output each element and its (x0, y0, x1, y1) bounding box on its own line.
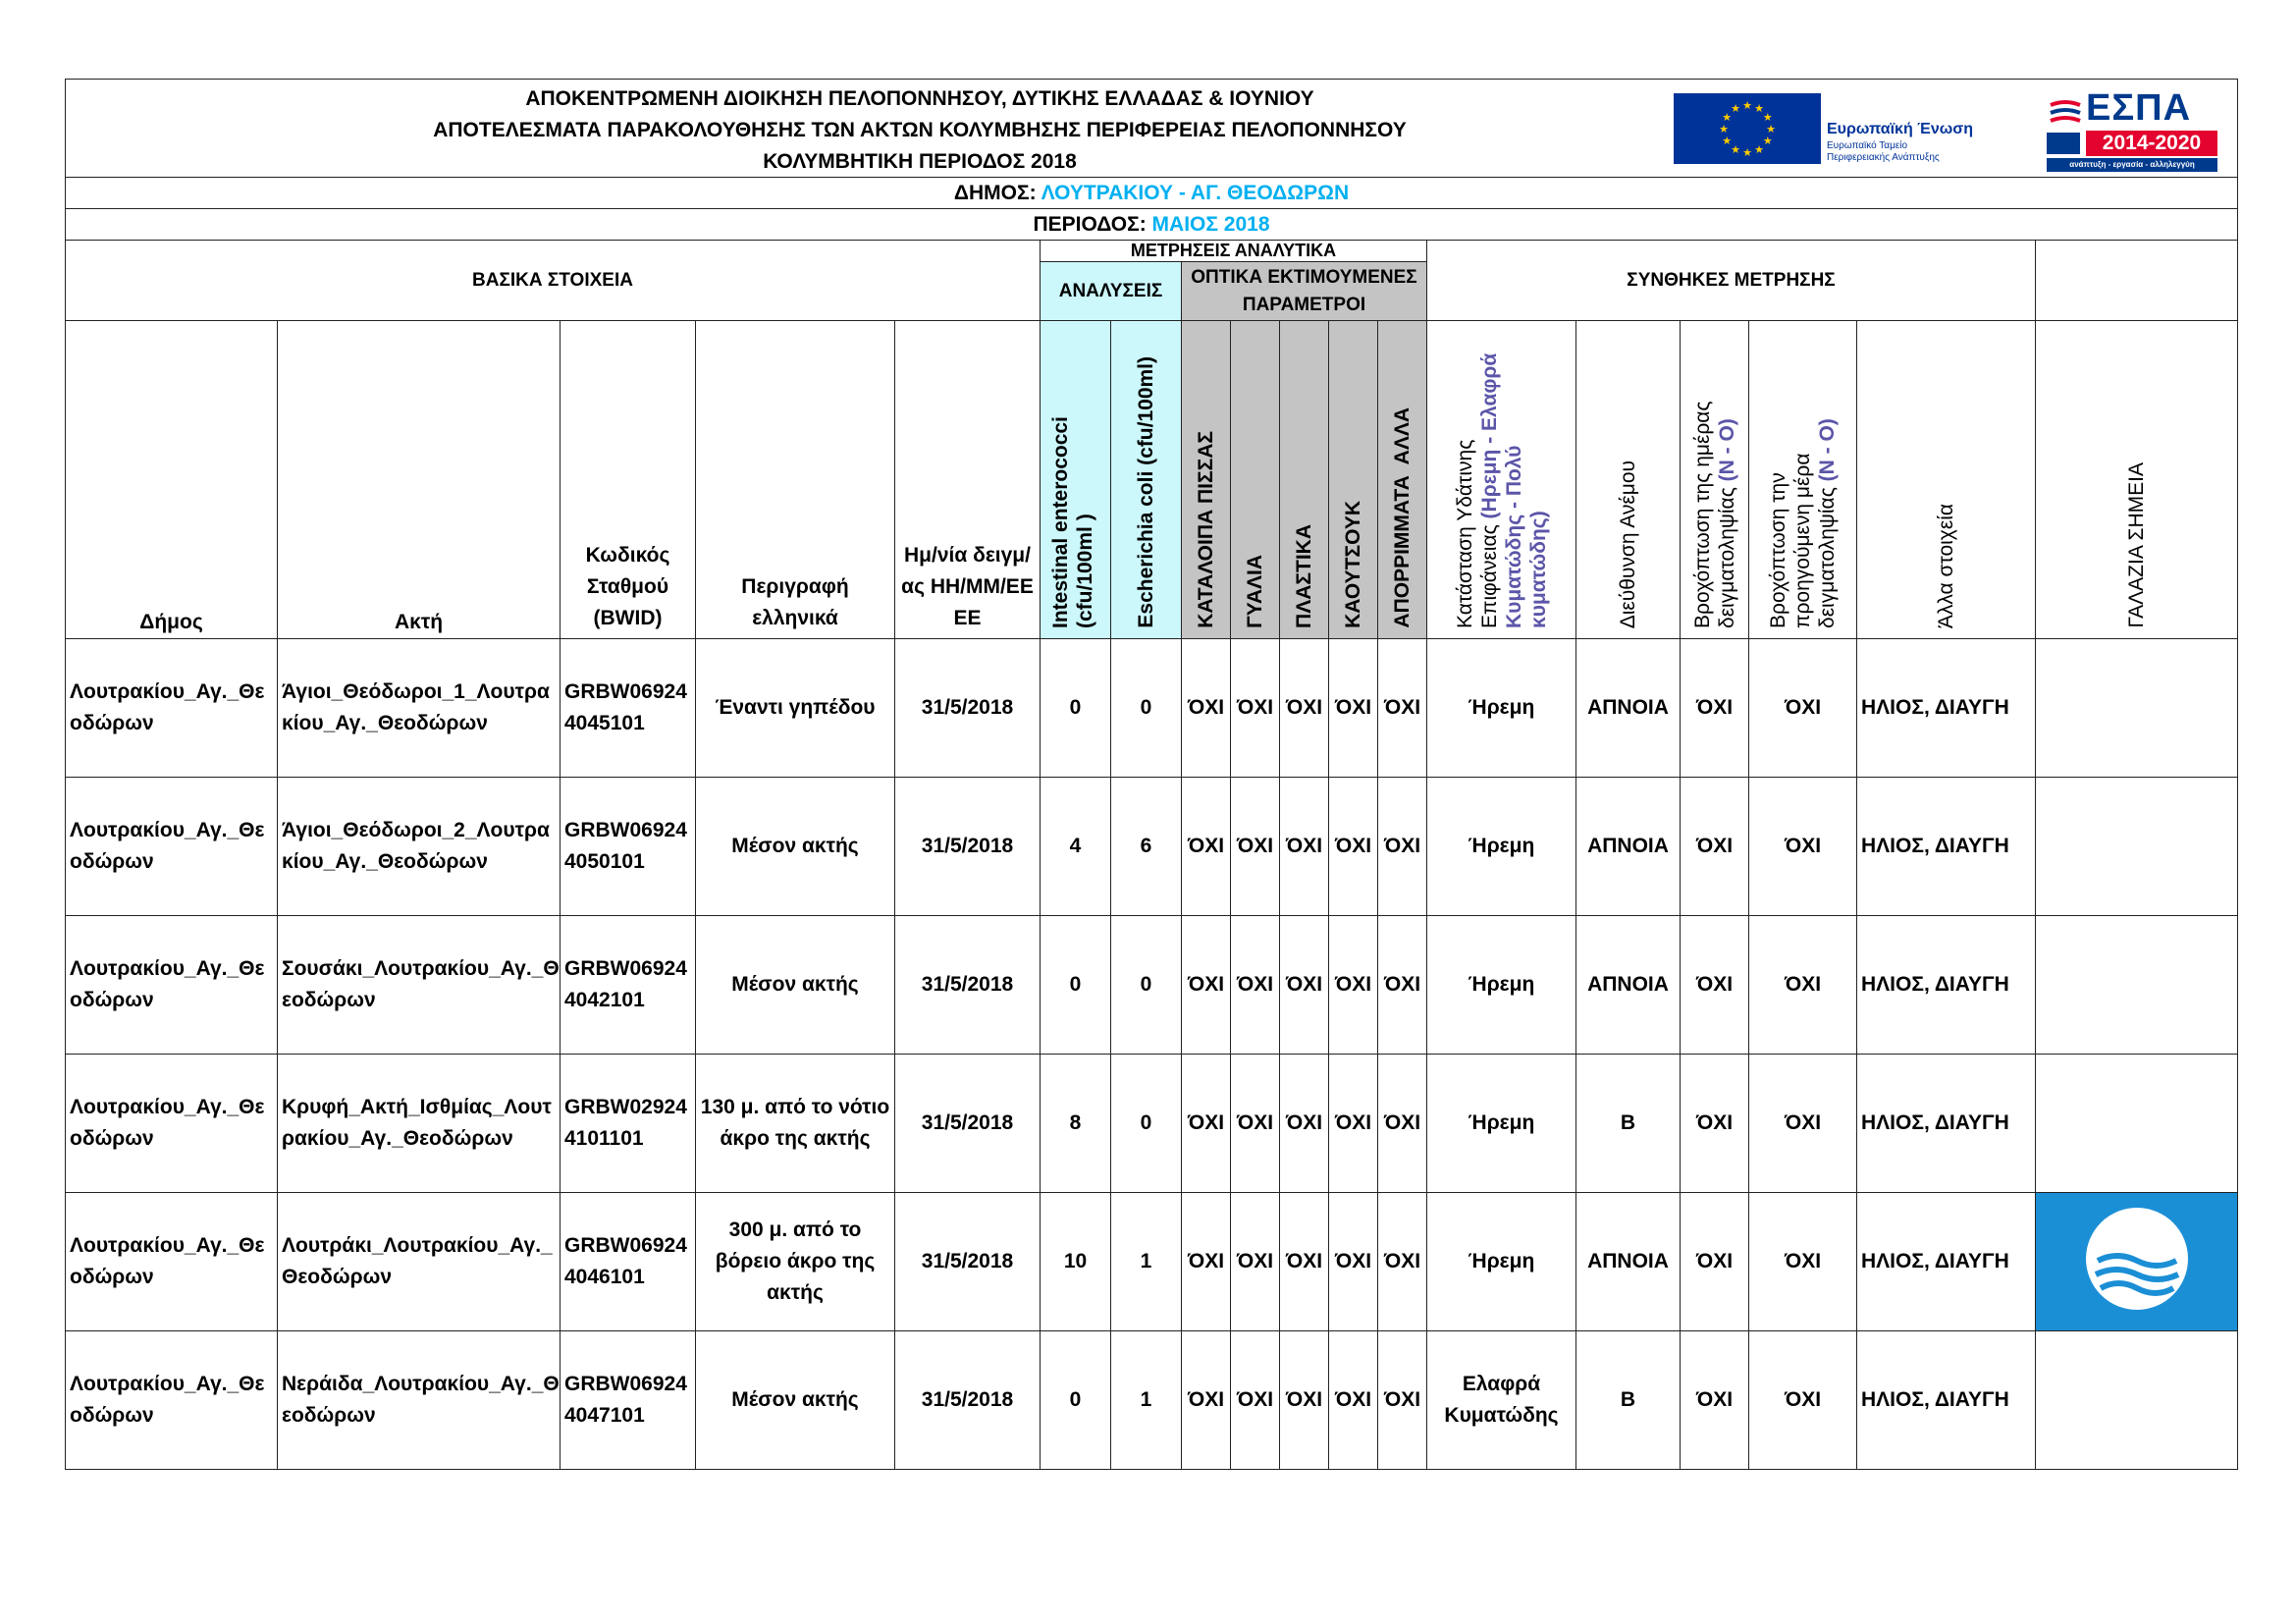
espa-logo (2047, 89, 2219, 172)
cell-date: 31/5/2018 (895, 1193, 1041, 1331)
eu-star-icon: ★ (1742, 147, 1752, 159)
col-enterococci-label: Intestinal enterococci (cfu/100ml ) (1048, 416, 1096, 628)
col-rain-day-label (1690, 363, 1739, 628)
cell-blue-flag (2036, 1331, 2238, 1470)
cell-enterococci: 10 (1041, 1193, 1111, 1331)
cell-blue-flag (2036, 639, 2238, 778)
col-ecoli (1111, 321, 1182, 639)
col-rain-prev-label (1766, 363, 1840, 628)
period-value: ΜΑΙΟΣ 2018 (1151, 212, 1270, 236)
cell-rubber: ΌΧΙ (1329, 1055, 1378, 1193)
cell-station-code: GRBW069244046101 (561, 1193, 696, 1331)
monitoring-sheet (65, 79, 2238, 1470)
cell-blue-flag (2036, 1055, 2238, 1193)
table-row (66, 778, 2238, 916)
col-water-state-label (1453, 334, 1551, 628)
cell-rain-day: ΌΧΙ (1681, 778, 1749, 916)
cell-rubber: ΌΧΙ (1329, 639, 1378, 778)
col-water-state-options: (Ηρεμη - Ελαφρά Κυματώδης - Πολύ κυματώδης) (1477, 352, 1550, 628)
header-line-2: ΑΠΟΤΕΛΕΣΜΑΤΑ ΠΑΡΑΚΟΛΟΥΘΗΣΗΣ ΤΩΝ ΑΚΤΩΝ ΚΟΛΥΜΒΗΣΗΣ ΠΕΡΙΦΕΡΕΙΑΣ ΠΕΛΟΠΟΝΝΗΣΟΥ (433, 119, 1407, 141)
cell-beach: Άγιοι_Θεόδωροι_2_Λουτρακίου_Αγ._Θεοδώρων (278, 778, 561, 916)
cell-blue-flag (2036, 778, 2238, 916)
cell-municipality: Λουτρακίου_Αγ._Θεοδώρων (66, 1193, 278, 1331)
header-line-1: ΑΠΟΚΕΝΤΡΩΜΕΝΗ ΔΙΟΙΚΗΣΗ ΠΕΛΟΠΟΝΝΗΣΟΥ, ΔΥΤΙΚΗΣ ΕΛΛΑΔΑΣ & ΙΟΥΝΙΟΥ (525, 87, 1314, 110)
col-ecoli-label: Escherichia coli (cfu/100ml) (1135, 356, 1157, 628)
group-analyses: ΑΝΑΛΥΣΕΙΣ (1041, 262, 1182, 321)
cell-beach: Σουσάκι_Λουτρακίου_Αγ._Θεοδώρων (278, 916, 561, 1055)
col-other-waste (1378, 321, 1427, 639)
col-rain-prev-options: (Ν - Ο) (1816, 418, 1839, 482)
eu-star-icon: ★ (1742, 100, 1752, 112)
col-glass-label: ΓΥΑΛΙΑ (1244, 555, 1266, 628)
cell-date: 31/5/2018 (895, 778, 1041, 916)
cell-tar: ΌΧΙ (1182, 1055, 1231, 1193)
cell-blue-flag (2036, 1193, 2238, 1331)
cell-enterococci: 4 (1041, 778, 1111, 916)
espa-motto: ανάπτυξη - εργασία - αλληλεγγύη (2047, 158, 2217, 172)
eu-logo-title: Ευρωπαϊκή Ένωση (1827, 121, 1973, 137)
eu-star-icon: ★ (1754, 143, 1764, 156)
cell-tar: ΌΧΙ (1182, 1193, 1231, 1331)
cell-enterococci: 0 (1041, 1331, 1111, 1470)
group-measurements: ΜΕΤΡΗΣΕΙΣ ΑΝΑΛΥΤΙΚΑ (1041, 241, 1427, 262)
cell-plastic: ΌΧΙ (1280, 1193, 1329, 1331)
cell-blue-flag (2036, 916, 2238, 1055)
col-rain-day (1681, 321, 1749, 639)
cell-beach: Νεράιδα_Λουτρακίου_Αγ._Θεοδώρων (278, 1331, 561, 1470)
col-description: Περιγραφή ελληνικά (696, 321, 895, 639)
report-header (66, 80, 2238, 178)
cell-plastic: ΌΧΙ (1280, 1331, 1329, 1470)
col-beach: Ακτή (278, 321, 561, 639)
col-tar-label: ΚΑΤΑΛΟΙΠΑ ΠΙΣΣΑΣ (1195, 431, 1217, 628)
col-other-waste-label: ΑΠΟΡΡΙΜΜΑΤΑ ΑΛΛΑ (1391, 407, 1414, 628)
cell-other: ΗΛΙΟΣ, ΔΙΑΥΓΗ (1857, 639, 2036, 778)
cell-beach: Κρυφή_Ακτή_Ισθμίας_Λουτρακίου_Αγ._Θεοδώρων (278, 1055, 561, 1193)
group-conditions: ΣΥΝΘΗΚΕΣ ΜΕΤΡΗΣΗΣ (1427, 241, 2036, 321)
table-row (66, 916, 2238, 1055)
cell-station-code: GRBW069244047101 (561, 1331, 696, 1470)
col-rain-prev-text: Βροχόπτωση την προηγούμενη μέρα δειγματοληψίας (1767, 453, 1839, 628)
cell-tar: ΌΧΙ (1182, 916, 1231, 1055)
col-station-code: Κωδικός Σταθμού (BWID) (561, 321, 696, 639)
cell-wind: Β (1576, 1055, 1681, 1193)
cell-water-state: Ήρεμη (1427, 639, 1576, 778)
cell-station-code: GRBW069244050101 (561, 778, 696, 916)
cell-rain-day: ΌΧΙ (1681, 1193, 1749, 1331)
cell-wind: ΑΠΝΟΙΑ (1576, 1193, 1681, 1331)
cell-ecoli: 0 (1111, 1055, 1182, 1193)
espa-years: 2014-2020 (2086, 131, 2217, 156)
cell-tar: ΌΧΙ (1182, 639, 1231, 778)
cell-ecoli: 1 (1111, 1331, 1182, 1470)
cell-rain-prev: ΌΧΙ (1749, 1055, 1857, 1193)
cell-rain-prev: ΌΧΙ (1749, 1331, 1857, 1470)
cell-ecoli: 0 (1111, 916, 1182, 1055)
eu-star-icon: ★ (1731, 103, 1740, 116)
cell-description: 300 μ. από το βόρειο άκρο της ακτής (696, 1193, 895, 1331)
eu-logo-sub1: Ευρωπαϊκό Ταμείο (1827, 140, 1908, 151)
col-plastic (1280, 321, 1329, 639)
cell-glass: ΌΧΙ (1231, 916, 1280, 1055)
cell-enterococci: 0 (1041, 916, 1111, 1055)
cell-other: ΗΛΙΟΣ, ΔΙΑΥΓΗ (1857, 1193, 2036, 1331)
col-sample-date: Ημ/νία δειγμ/ας ΗΗ/ΜΜ/ΕΕΕΕ (895, 321, 1041, 639)
cell-other-waste: ΌΧΙ (1378, 916, 1427, 1055)
cell-description: Έναντι γηπέδου (696, 639, 895, 778)
cell-rain-prev: ΌΧΙ (1749, 916, 1857, 1055)
eu-star-icon: ★ (1766, 124, 1776, 135)
espa-title: ΕΣΠΑ (2086, 87, 2192, 129)
greece-flag-icon (2047, 133, 2080, 154)
period-label: ΠΕΡΙΟΔΟΣ: (1033, 212, 1147, 236)
cell-rain-prev: ΌΧΙ (1749, 639, 1857, 778)
cell-plastic: ΌΧΙ (1280, 639, 1329, 778)
cell-other: ΗΛΙΟΣ, ΔΙΑΥΓΗ (1857, 1055, 2036, 1193)
col-wind-label: Διεύθυνση Ανέμου (1617, 460, 1639, 628)
col-water-state-text: Κατάσταση Υδάτινης Επιφάνειας (1453, 439, 1501, 628)
cell-plastic: ΌΧΙ (1280, 916, 1329, 1055)
cell-municipality: Λουτρακίου_Αγ._Θεοδώρων (66, 1331, 278, 1470)
cell-water-state: Ήρεμη (1427, 778, 1576, 916)
col-rain-day-text: Βροχόπτωση της ημέρας δειγματοληψίας (1690, 401, 1738, 628)
cell-rain-day: ΌΧΙ (1681, 639, 1749, 778)
cell-glass: ΌΧΙ (1231, 1331, 1280, 1470)
table-row (66, 1193, 2238, 1331)
column-header-row (66, 321, 2238, 639)
cell-date: 31/5/2018 (895, 916, 1041, 1055)
col-enterococci (1041, 321, 1111, 639)
col-blue-flag (2036, 321, 2238, 639)
cell-wind: ΑΠΝΟΙΑ (1576, 778, 1681, 916)
cell-wind: ΑΠΝΟΙΑ (1576, 916, 1681, 1055)
blue-flag-icon (2063, 1200, 2211, 1318)
table-row (66, 1331, 2238, 1470)
eu-star-icon: ★ (1762, 112, 1773, 124)
cell-rain-day: ΌΧΙ (1681, 916, 1749, 1055)
cell-date: 31/5/2018 (895, 1331, 1041, 1470)
col-glass (1231, 321, 1280, 639)
results-table (65, 79, 2238, 1470)
cell-glass: ΌΧΙ (1231, 1193, 1280, 1331)
col-other (1857, 321, 2036, 639)
cell-other-waste: ΌΧΙ (1378, 1331, 1427, 1470)
cell-other-waste: ΌΧΙ (1378, 639, 1427, 778)
municipality-label: ΔΗΜΟΣ: (953, 181, 1037, 204)
eu-star-icon: ★ (1722, 112, 1733, 124)
espa-swoosh-icon (2049, 99, 2082, 129)
cell-rubber: ΌΧΙ (1329, 916, 1378, 1055)
cell-water-state: Ήρεμη (1427, 916, 1576, 1055)
group-basic: ΒΑΣΙΚΑ ΣΤΟΙΧΕΙΑ (66, 241, 1041, 321)
cell-wind: ΑΠΝΟΙΑ (1576, 639, 1681, 778)
cell-description: Μέσον ακτής (696, 916, 895, 1055)
cell-rain-prev: ΌΧΙ (1749, 778, 1857, 916)
period-row (66, 209, 2238, 241)
cell-glass: ΌΧΙ (1231, 639, 1280, 778)
municipality-value: ΛΟΥΤΡΑΚΙΟΥ - ΑΓ. ΘΕΟΔΩΡΩΝ (1041, 181, 1350, 204)
cell-ecoli: 6 (1111, 778, 1182, 916)
cell-rain-day: ΌΧΙ (1681, 1331, 1749, 1470)
col-plastic-label: ΠΛΑΣΤΙΚΑ (1293, 524, 1315, 628)
table-row (66, 1055, 2238, 1193)
header-line-3: ΚΟΛΥΜΒΗΤΙΚΗ ΠΕΡΙΟΔΟΣ 2018 (763, 150, 1077, 173)
cell-other: ΗΛΙΟΣ, ΔΙΑΥΓΗ (1857, 916, 2036, 1055)
cell-water-state: Ελαφρά Κυματώδης (1427, 1331, 1576, 1470)
eu-flag-icon (1674, 93, 1821, 164)
col-municipality: Δήμος (66, 321, 278, 639)
col-rubber-label: ΚΑΟΥΤΣΟΥΚ (1342, 501, 1364, 628)
eu-star-icon: ★ (1722, 135, 1733, 147)
cell-other: ΗΛΙΟΣ, ΔΙΑΥΓΗ (1857, 1331, 2036, 1470)
eu-logo-sub2: Περιφερειακής Ανάπτυξης (1827, 152, 1940, 163)
eu-star-icon: ★ (1719, 124, 1729, 135)
cell-enterococci: 8 (1041, 1055, 1111, 1193)
cell-tar: ΌΧΙ (1182, 778, 1231, 916)
cell-description: 130 μ. από το νότιο άκρο της ακτής (696, 1055, 895, 1193)
cell-other-waste: ΌΧΙ (1378, 778, 1427, 916)
cell-water-state: Ήρεμη (1427, 1193, 1576, 1331)
col-wind (1576, 321, 1681, 639)
cell-beach: Άγιοι_Θεόδωροι_1_Λουτρακίου_Αγ._Θεοδώρων (278, 639, 561, 778)
cell-municipality: Λουτρακίου_Αγ._Θεοδώρων (66, 778, 278, 916)
cell-municipality: Λουτρακίου_Αγ._Θεοδώρων (66, 916, 278, 1055)
cell-tar: ΌΧΙ (1182, 1331, 1231, 1470)
cell-date: 31/5/2018 (895, 1055, 1041, 1193)
cell-other-waste: ΌΧΙ (1378, 1055, 1427, 1193)
group-blank (2036, 241, 2238, 321)
group-optical: ΟΠΤΙΚΑ ΕΚΤΙΜΟΥΜΕΝΕΣ ΠΑΡΑΜΕΤΡΟΙ (1182, 262, 1427, 321)
col-tar (1182, 321, 1231, 639)
cell-description: Μέσον ακτής (696, 1331, 895, 1470)
cell-station-code: GRBW029244101101 (561, 1055, 696, 1193)
cell-rubber: ΌΧΙ (1329, 1193, 1378, 1331)
cell-description: Μέσον ακτής (696, 778, 895, 916)
cell-station-code: GRBW069244042101 (561, 916, 696, 1055)
cell-water-state: Ήρεμη (1427, 1055, 1576, 1193)
cell-municipality: Λουτρακίου_Αγ._Θεοδώρων (66, 1055, 278, 1193)
cell-beach: Λουτράκι_Λουτρακίου_Αγ._Θεοδώρων (278, 1193, 561, 1331)
col-rain-day-options: (Ν - Ο) (1715, 418, 1738, 482)
eu-logo (1674, 93, 2000, 170)
col-blue-flag-label: ΓΑΛΑΖΙΑ ΣΗΜΕΙΑ (2125, 462, 2148, 628)
cell-rain-prev: ΌΧΙ (1749, 1193, 1857, 1331)
cell-plastic: ΌΧΙ (1280, 1055, 1329, 1193)
cell-rain-day: ΌΧΙ (1681, 1055, 1749, 1193)
cell-station-code: GRBW069244045101 (561, 639, 696, 778)
eu-star-icon: ★ (1754, 103, 1764, 116)
col-other-label: Άλλα στοιχεία (1935, 503, 1957, 628)
table-row (66, 639, 2238, 778)
cell-date: 31/5/2018 (895, 639, 1041, 778)
cell-other-waste: ΌΧΙ (1378, 1193, 1427, 1331)
col-rubber (1329, 321, 1378, 639)
cell-municipality: Λουτρακίου_Αγ._Θεοδώρων (66, 639, 278, 778)
eu-star-icon: ★ (1731, 143, 1740, 156)
cell-wind: Β (1576, 1331, 1681, 1470)
col-water-state (1427, 321, 1576, 639)
municipality-row (66, 178, 2238, 209)
cell-rubber: ΌΧΙ (1329, 1331, 1378, 1470)
cell-glass: ΌΧΙ (1231, 778, 1280, 916)
cell-other: ΗΛΙΟΣ, ΔΙΑΥΓΗ (1857, 778, 2036, 916)
cell-ecoli: 1 (1111, 1193, 1182, 1331)
col-rain-prev (1749, 321, 1857, 639)
cell-glass: ΌΧΙ (1231, 1055, 1280, 1193)
cell-ecoli: 0 (1111, 639, 1182, 778)
eu-star-icon: ★ (1762, 135, 1773, 147)
cell-enterococci: 0 (1041, 639, 1111, 778)
cell-plastic: ΌΧΙ (1280, 778, 1329, 916)
cell-rubber: ΌΧΙ (1329, 778, 1378, 916)
